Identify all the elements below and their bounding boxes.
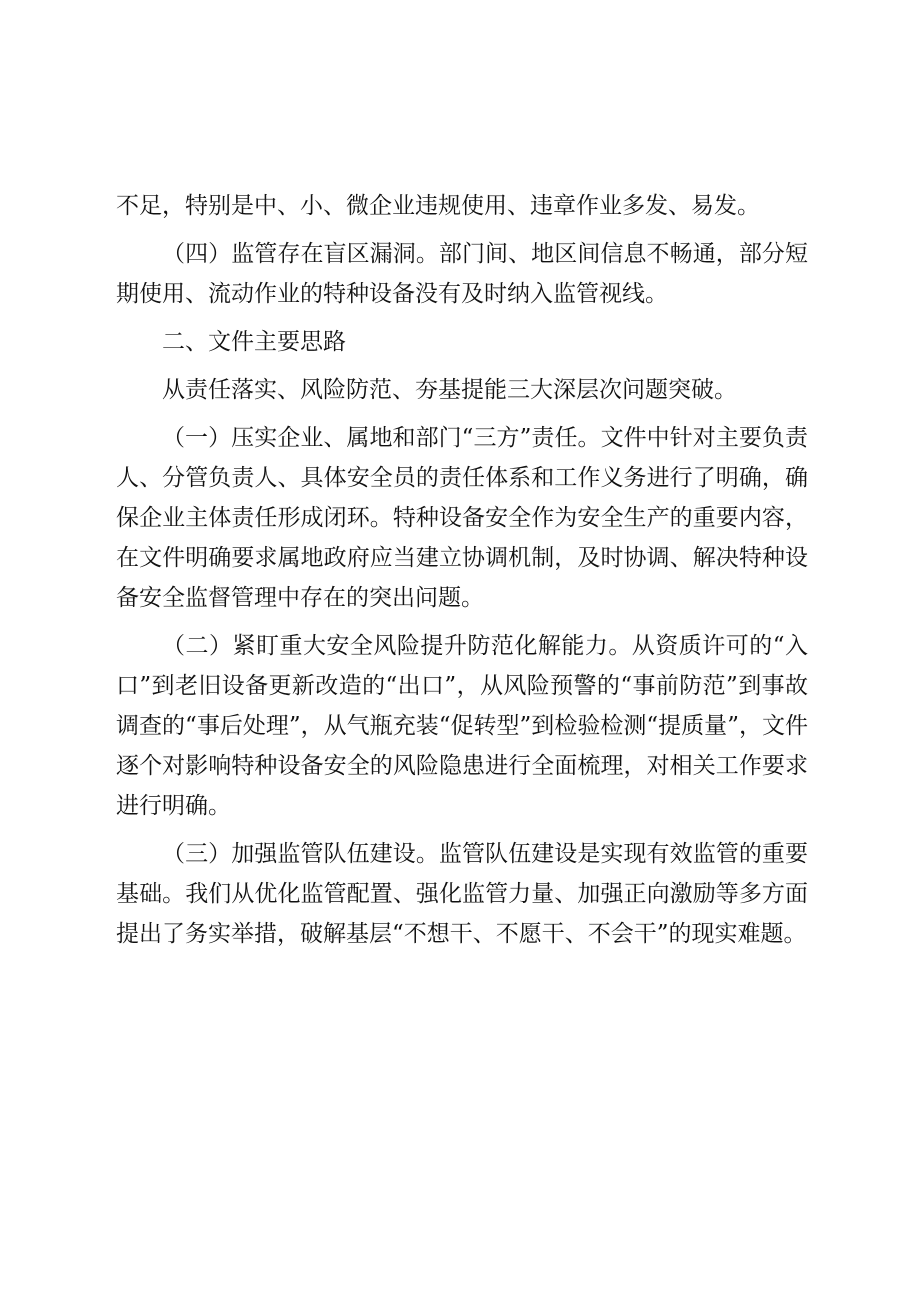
paragraph-summary: 从责任落实、风险防范、夯基提能三大深层次问题突破。 — [162, 377, 737, 403]
paragraph-item-three: （三）加强监管队伍建设。监管队伍建设是实现有效监管的重要基础。我们从优化监管配置、强化监管力量、加强正向激励等多方面提出了务实举措，破解基层“不想干、不愿干、不会干”的现实难题。 — [116, 841, 808, 947]
document-page — [116, 186, 808, 954]
section-heading: 二、文件主要思路 — [162, 329, 346, 355]
paragraph-continuation: 不足，特别是中、小、微企业违规使用、违章作业多发、易发。 — [116, 193, 760, 219]
paragraph-item-one: （一）压实企业、属地和部门“三方”责任。文件中针对主要负责人、分管负责人、具体安全员的责任体系和工作义务进行了明确，确保企业主体责任形成闭环。特种设备安全作为安全生产的重要内容，在文件明确要求属地政府应当建立协调机制，及时协调、解决特种设备安全监督管理中存在的突出问题。 — [116, 425, 808, 611]
paragraph-item-two: （二）紧盯重大安全风险提升防范化解能力。从资质许可的“入口”到老旧设备更新改造的“出口”，从风险预警的“事前防范”到事故调查的“事后处理”，从气瓶充装“促转型”到检验检测“提质量”，文件逐个对影响特种设备安全的风险隐患进行全面梳理，对相关工作要求进行明确。 — [116, 633, 808, 819]
paragraph-item-four: （四）监管存在盲区漏洞。部门间、地区间信息不畅通，部分短期使用、流动作业的特种设备没有及时纳入监管视线。 — [116, 241, 808, 307]
